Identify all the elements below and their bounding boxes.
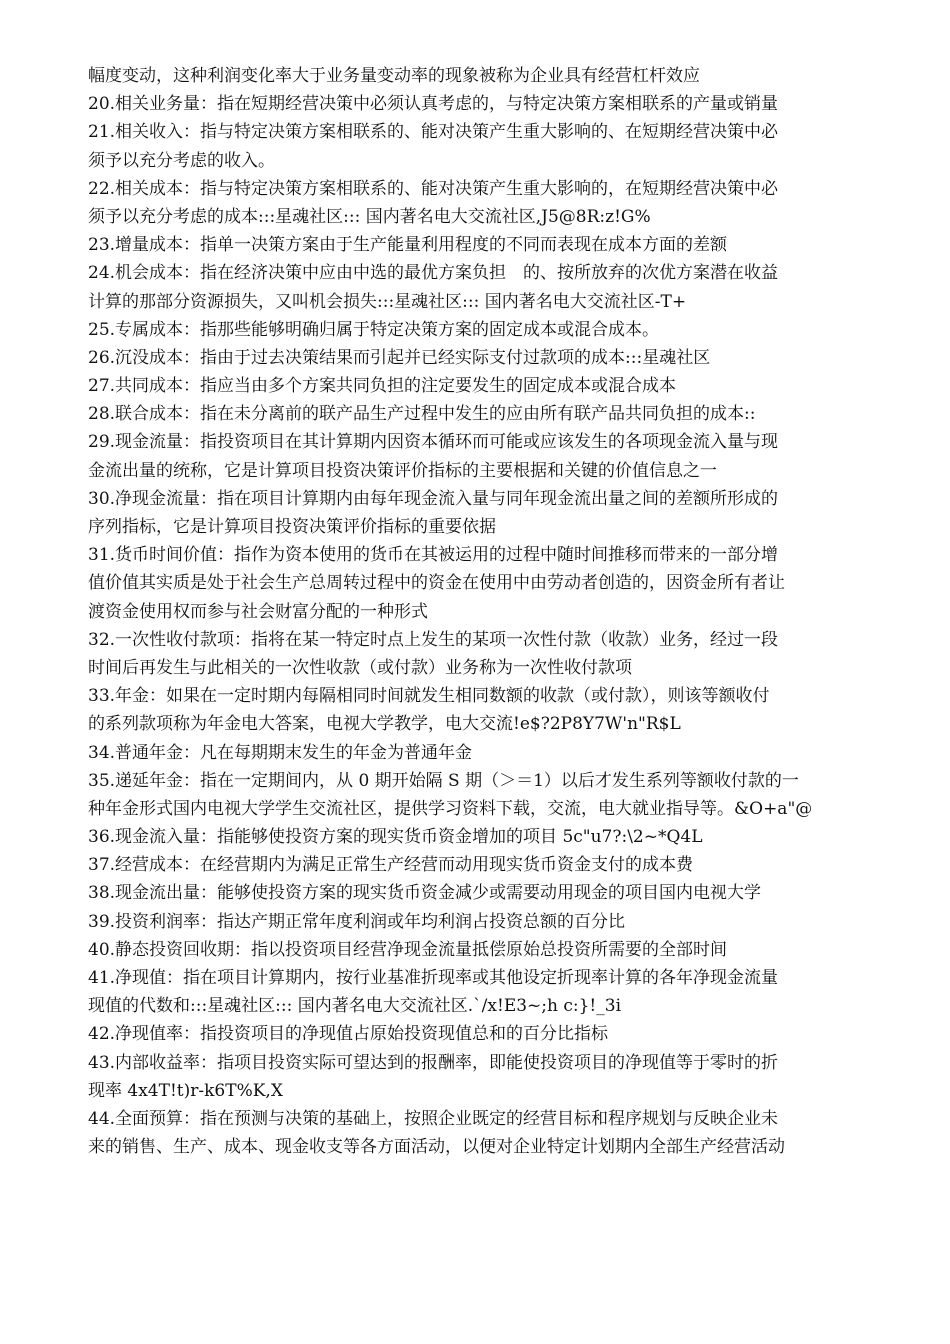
text-line: 计算的那部分资源损失，又叫机会损失:::星魂社区::: 国内著名电大交流社区-T+ [88, 291, 687, 312]
text-line: 23.增量成本：指单一决策方案由于生产能量利用程度的不同而表现在成本方面的差额 [88, 235, 728, 256]
text-line: 种年金形式国内电视大学学生交流社区，提供学习资料下载，交流，电大就业指导等。&O+a"@ [88, 798, 813, 819]
text-line: 31.货币时间价值：指作为资本使用的货币在其被运用的过程中随时间推移而带来的一部分增 [88, 545, 779, 566]
text-line: 29.现金流量：指投资项目在其计算期内因资本循环而可能或应该发生的各项现金流入量与现 [88, 432, 779, 453]
text-line: 33.年金：如果在一定时期内每隔相同时间就发生相同数额的收款（或付款），则该等额收付 [88, 686, 770, 707]
text-line: 40.静态投资回收期：指以投资项目经营净现金流量抵偿原始总投资所需要的全部时间 [88, 939, 728, 960]
text-line: 来的销售、生产、成本、现金收支等各方面活动，以便对企业特定计划期内全部生产经营活动 [88, 1137, 785, 1158]
text-line: 43.内部收益率：指项目投资实际可望达到的报酬率，即能使投资项目的净现值等于零时的折 [88, 1052, 779, 1073]
text-line: 序列指标，它是计算项目投资决策评价指标的重要依据 [88, 517, 496, 537]
text-line: 34.普通年金：凡在每期期末发生的年金为普通年金 [88, 742, 473, 763]
text-line: 32.一次性收付款项：指将在某一特定时点上发生的某项一次性付款（收款）业务，经过一段 [88, 629, 779, 650]
text-line: 27.共同成本：指应当由多个方案共同负担的注定要发生的固定成本或混合成本 [88, 376, 677, 397]
text-line: 21.相关收入：指与特定决策方案相联系的、能对决策产生重大影响的、在短期经营决策中必 [88, 122, 779, 143]
text-line: 26.沉没成本：指由于过去决策结果而引起并已经实际支付过款项的成本:::星魂社区 [88, 347, 711, 368]
text-line: 现率 4x4T!t)r-k6T%K,X [88, 1080, 283, 1101]
text-line: 35.递延年金：指在一定期间内，从 0 期开始隔 S 期（＞＝1）以后才发生系列等额收付款的一 [88, 770, 799, 791]
text-line: 金流出量的统称，它是计算项目投资决策评价指标的主要根据和关键的价值信息之一 [88, 460, 717, 481]
text-line: 24.机会成本：指在经济决策中应由中选的最优方案负担 的、按所放弃的次优方案潜在收益 [88, 263, 779, 284]
text-line: 22.相关成本：指与特定决策方案相联系的、能对决策产生重大影响的，在短期经营决策中必 [88, 178, 779, 199]
text-line: 值价值其实质是处于社会生产总周转过程中的资金在使用中由劳动者创造的，因资金所有者让 [88, 573, 785, 594]
text-line: 须予以充分考虑的收入。 [88, 150, 275, 171]
text-line: 36.现金流入量：指能够使投资方案的现实货币资金增加的项目 5c"u7?:\2~*Q4L [88, 827, 703, 848]
document-body [88, 62, 878, 1161]
text-line: 20.相关业务量：指在短期经营决策中必须认真考虑的，与特定决策方案相联系的产量或销量 [88, 94, 779, 115]
text-line: 37.经营成本：在经营期内为满足正常生产经营而动用现实货币资金支付的成本费 [88, 855, 694, 876]
text-line: 须予以充分考虑的成本:::星魂社区::: 国内著名电大交流社区,J5@8R:z!G% [88, 206, 651, 227]
text-line: 41.净现值：指在项目计算期内，按行业基准折现率或其他设定折现率计算的各年净现金流量 [88, 968, 779, 988]
text-line: 渡资金使用权而参与社会财富分配的一种形式 [88, 601, 428, 622]
text-line: 的系列款项称为年金电大答案，电视大学教学，电大交流!e$?2P8Y7W'n"R$L [88, 714, 681, 735]
text-line: 幅度变动，这种利润变化率大于业务量变动率的现象被称为企业具有经营杠杆效应 [88, 66, 700, 86]
text-line: 30.净现金流量：指在项目计算期内由每年现金流入量与同年现金流出量之间的差额所形成的 [88, 488, 779, 509]
text-line: 时间后再发生与此相关的一次性收款（或付款）业务称为一次性收付款项 [88, 657, 632, 678]
text-line: 42.净现值率：指投资项目的净现值占原始投资现值总和的百分比指标 [88, 1024, 609, 1045]
text-line: 现值的代数和:::星魂社区::: 国内著名电大交流社区.`/x!E3~;h c:}!_3i [88, 996, 622, 1017]
text-line: 38.现金流出量：能够使投资方案的现实货币资金减少或需要动用现金的项目国内电视大学 [88, 883, 762, 904]
text-line: 25.专属成本：指那些能够明确归属于特定决策方案的固定成本或混合成本。 [88, 319, 660, 340]
text-line: 28.联合成本：指在未分离前的联产品生产过程中发生的应由所有联产品共同负担的成本:: [88, 404, 756, 425]
text-line: 39.投资利润率：指达产期正常年度利润或年均利润占投资总额的百分比 [88, 911, 626, 932]
text-line: 44.全面预算：指在预测与决策的基础上，按照企业既定的经营目标和程序规划与反映企业未 [88, 1108, 779, 1129]
